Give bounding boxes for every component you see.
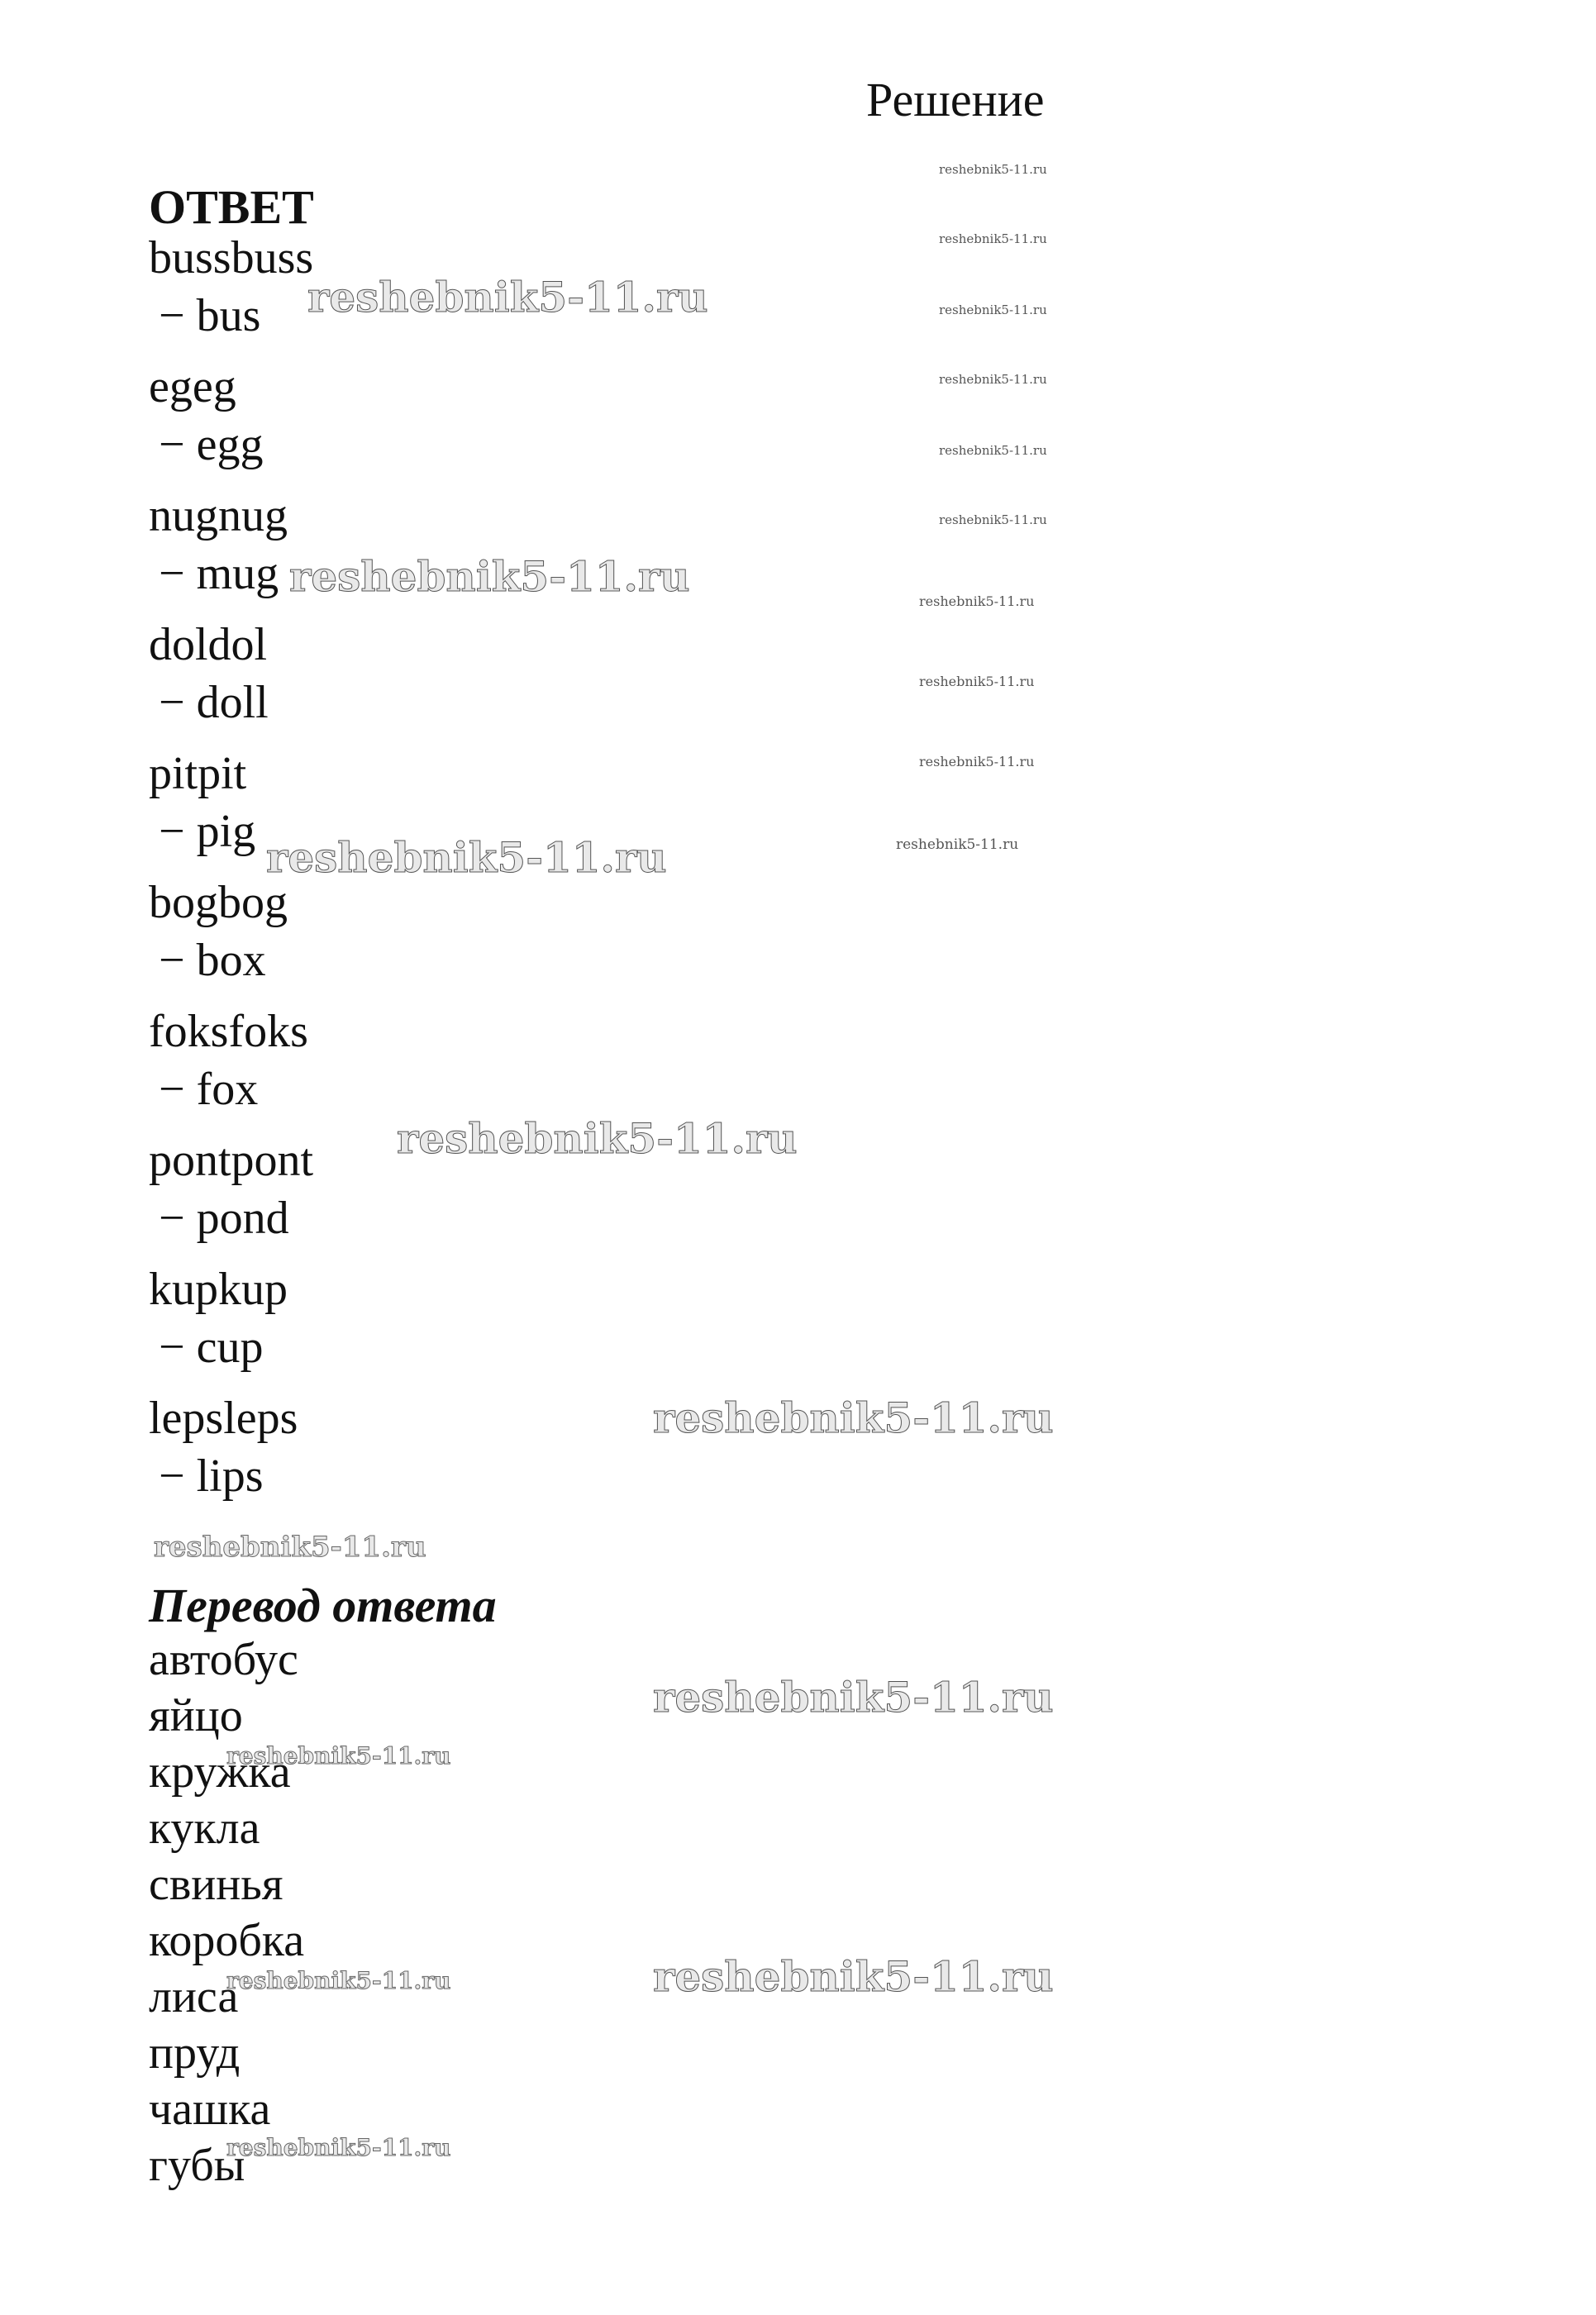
watermark: reshebnik5-11.ru (653, 1673, 1054, 1722)
watermark: reshebnik5-11.ru (289, 552, 690, 601)
coded-word: nugnug (149, 490, 288, 541)
coded-word: kupkup (149, 1264, 288, 1315)
decoded-word: − cup (159, 1322, 264, 1373)
decoded-word: − pond (159, 1193, 289, 1244)
watermark: reshebnik5-11.ru (939, 302, 1047, 317)
translation-item: кукла (149, 1803, 260, 1854)
watermark: reshebnik5-11.ru (939, 372, 1047, 387)
watermark: reshebnik5-11.ru (896, 836, 1019, 853)
watermark: reshebnik5-11.ru (154, 1531, 426, 1564)
coded-word: egeg (149, 361, 236, 412)
translation-heading: Перевод ответа (149, 1579, 497, 1632)
translation-item: свинья (149, 1859, 283, 1910)
decoded-word: − fox (159, 1064, 259, 1115)
watermark: reshebnik5-11.ru (653, 1393, 1054, 1442)
page-title: Решение (866, 73, 1045, 126)
coded-word: bogbog (149, 877, 288, 928)
translation-item: пруд (149, 2027, 241, 2079)
watermark: reshebnik5-11.ru (397, 1114, 798, 1163)
watermark: reshebnik5-11.ru (939, 443, 1047, 458)
translation-item: яйцо (149, 1690, 243, 1741)
coded-word: pontpont (149, 1135, 314, 1186)
decoded-word: − mug (159, 548, 279, 599)
watermark: reshebnik5-11.ru (939, 512, 1047, 527)
watermark: reshebnik5-11.ru (939, 162, 1047, 177)
translation-item: кружка (149, 1746, 291, 1798)
answer-heading: ОТВЕТ (149, 180, 314, 234)
translation-list (149, 1636, 1141, 2198)
watermark: reshebnik5-11.ru (919, 674, 1035, 689)
decoded-word: − pig (159, 806, 256, 857)
coded-word: bussbuss (149, 232, 314, 283)
coded-word: pitpit (149, 748, 247, 799)
decoded-word: − box (159, 935, 266, 986)
translation-item: чашка (149, 2084, 271, 2135)
watermark: reshebnik5-11.ru (919, 754, 1035, 769)
watermark: reshebnik5-11.ru (939, 231, 1047, 246)
translation-item: коробка (149, 1915, 305, 1966)
coded-word: doldol (149, 619, 268, 670)
translation-item: автобус (149, 1634, 298, 1685)
watermark: reshebnik5-11.ru (226, 1742, 451, 1770)
watermark: reshebnik5-11.ru (919, 593, 1035, 609)
watermark: reshebnik5-11.ru (653, 1952, 1054, 2001)
coded-word: lepsleps (149, 1393, 298, 1444)
coded-word: foksfoks (149, 1006, 308, 1057)
decoded-word: − lips (159, 1450, 264, 1502)
decoded-word: − bus (159, 290, 261, 341)
document-body (149, 180, 1141, 2198)
translation-item: губы (149, 2140, 245, 2191)
translation-item: лиса (149, 1971, 239, 2022)
watermark: reshebnik5-11.ru (266, 833, 667, 882)
watermark: reshebnik5-11.ru (307, 273, 708, 322)
watermark: reshebnik5-11.ru (226, 2134, 451, 2161)
answer-list (149, 232, 1141, 1524)
decoded-word: − egg (159, 419, 264, 470)
decoded-word: − doll (159, 677, 269, 728)
watermark: reshebnik5-11.ru (226, 1967, 451, 1994)
